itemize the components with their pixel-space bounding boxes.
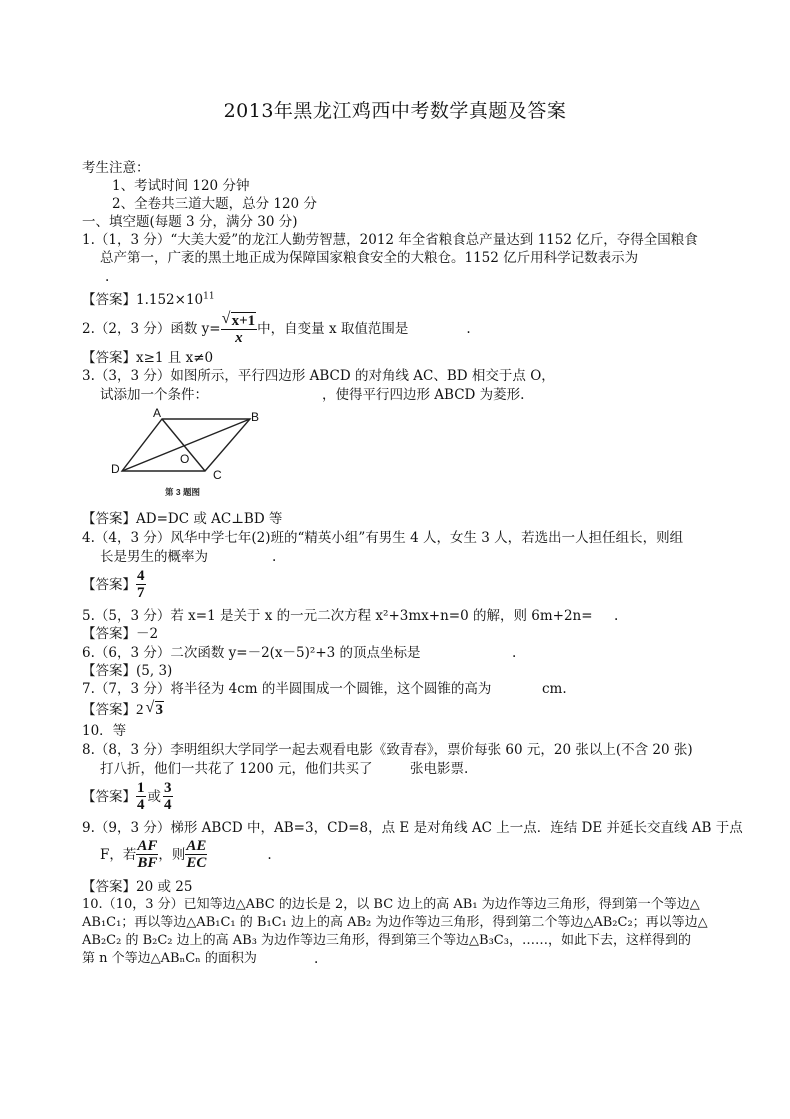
- q9-line2a: F，若: [100, 846, 137, 863]
- q5-end: .: [614, 608, 619, 624]
- q10-line4: 第 n 个等边△ABₙCₙ 的面积为: [82, 951, 257, 966]
- q8-answer1-numerator: 1: [137, 780, 145, 796]
- q7-answer-radicand: 3: [155, 702, 163, 718]
- q3-parallelogram-figure: [105, 405, 275, 500]
- q1-line2: 总产第一，广袤的黑土地正成为保障国家粮食安全的大粮仓。1152 亿斤用科学记数表示为: [100, 250, 639, 266]
- q4-line1: 4.（4，3 分）风华中学七年(2)班的“精英小组”有男生 4 人，女生 3 人，若选出一人担任组长，则组: [82, 530, 684, 546]
- q10-line1: 10.（10，3 分）已知等边△ABC 的边长是 2，以 BC 边上的高 AB₁ 为边作等边三角形，得到第一个等边△: [82, 897, 700, 912]
- q6-answer: [82, 663, 172, 679]
- q10-line3: AB₂C₂ 的 B₂C₂ 边上的高 AB₃ 为边作等边三角形，得到第三个等边△B₃C₃，……，如此下去，这样得到的: [82, 933, 691, 948]
- q9-line1: 9.（9，3 分）梯形 ABCD 中，AB=3，CD=8，点 E 是对角线 AC 上一点．连结 DE 并延长交直线 AB 于点: [82, 820, 743, 836]
- q2-answer-value: x≥1 且 x≠0: [136, 350, 214, 366]
- answer-tag: 【答案】: [82, 511, 136, 527]
- vertex-b-label: B: [251, 410, 260, 424]
- q9-f2-numerator: AE: [186, 838, 207, 854]
- answer-tag: 【答案】: [82, 702, 136, 718]
- q2-sqrt: [221, 309, 257, 329]
- answer-tag: 【答案】: [82, 292, 136, 308]
- q2-denominator: x: [235, 329, 243, 346]
- q4-answer: [82, 568, 146, 601]
- q8-line1: 8.（8，3 分）李明组织大学同学一起去观看电影《致青春》，票价每张 60 元，20 张以上(不含 20 张): [82, 742, 693, 758]
- q8-answer2-numerator: 3: [164, 780, 172, 796]
- q2-fraction: [221, 309, 258, 346]
- q1-answer-value: 1.152×10: [136, 292, 204, 308]
- center-o-label: O: [180, 452, 190, 466]
- vertex-c-label: C: [213, 468, 222, 482]
- q7-answer-coefficient: 2: [136, 702, 144, 718]
- q5-answer-value: －2: [136, 626, 159, 642]
- q2-end: .: [466, 320, 471, 337]
- q8-answer-fraction-2: [163, 780, 173, 813]
- q7-line: 7.（7，3 分）将半径为 4cm 的半圆围成一个圆锥，这个圆锥的高为: [82, 681, 492, 697]
- q9-answer-value: 20 或 25: [136, 879, 193, 895]
- q2-line: [82, 309, 471, 346]
- stray-line: 10．等: [82, 723, 127, 739]
- q6-answer-value: (5, 3): [136, 663, 173, 679]
- q1-answer: [82, 292, 215, 308]
- notice-item-score: 2、全卷共三道大题，总分 120 分: [112, 196, 317, 212]
- q10-end: .: [314, 951, 319, 967]
- q9-f1-numerator: AF: [137, 838, 158, 854]
- answer-tag: 【答案】: [82, 626, 136, 642]
- section-heading: 一、填空题(每题 3 分，满分 30 分): [82, 214, 298, 230]
- notice-heading: 考生注意：: [82, 160, 150, 176]
- q7-answer-sqrt: [145, 699, 165, 718]
- q5-answer: [82, 626, 158, 642]
- q6-line: 6.（6，3 分）二次函数 y=－2(x－5)²+3 的顶点坐标是: [82, 645, 421, 661]
- q4-line2: 长是男生的概率为: [100, 549, 208, 565]
- page-title: 2013年黑龙江鸡西中考数学真题及答案: [223, 100, 567, 122]
- q10-line2: AB₁C₁；再以等边△AB₁C₁ 的 B₁C₁ 边上的高 AB₂ 为边作等边三角形，得到第二个等边△AB₂C₂；再以等边△: [82, 915, 708, 930]
- sqrt-symbol-icon: √: [221, 309, 231, 327]
- q9-f2-denominator: EC: [186, 855, 207, 871]
- q4-answer-numerator: 4: [137, 568, 145, 584]
- q5-line: 5.（5，3 分）若 x=1 是关于 x 的一元二次方程 x²+3mx+n=0 的解，则 6m+2n=: [82, 608, 593, 624]
- q4-end: .: [272, 549, 277, 565]
- q9-f1-denominator: BF: [137, 855, 158, 871]
- q7-answer: [82, 699, 164, 718]
- q9-end: .: [267, 846, 272, 863]
- q8-answer: [82, 780, 173, 813]
- answer-tag: 【答案】: [82, 576, 136, 593]
- q4-answer-denominator: 7: [137, 585, 145, 601]
- figure-caption: 第 3 题图: [165, 487, 200, 497]
- q8-line2a: 打八折，他们一共花了 1200 元，他们共买了: [100, 761, 373, 777]
- q8-answer-fraction-1: [136, 780, 146, 813]
- q3-line1: 3.（3，3 分）如图所示，平行四边形 ABCD 的对角线 AC、BD 相交于点 O，: [82, 368, 555, 384]
- q8-answer1-denominator: 4: [137, 797, 145, 813]
- q8-answer-or: 或: [147, 788, 161, 805]
- notice-item-time: 1、考试时间 120 分钟: [112, 178, 250, 194]
- vertex-d-label: D: [111, 462, 120, 476]
- q9-fraction-af-bf: [136, 838, 158, 871]
- q6-end: .: [512, 645, 517, 661]
- q2-radicand: x+1: [231, 312, 256, 329]
- q8-answer2-denominator: 4: [164, 797, 172, 813]
- q2-prefix: 2.（2，3 分）函数 y=: [82, 320, 221, 337]
- q1-line3: .: [105, 269, 110, 285]
- sqrt-symbol-icon: √: [145, 699, 155, 716]
- q2-answer: [82, 350, 213, 366]
- q3-answer: [82, 511, 282, 527]
- vertex-a-label: A: [153, 406, 162, 420]
- q9-answer: [82, 879, 192, 895]
- answer-tag: 【答案】: [82, 879, 136, 895]
- answer-tag: 【答案】: [82, 663, 136, 679]
- q7-end: cm.: [542, 681, 567, 697]
- q9-line2: [100, 838, 272, 871]
- q9-line2b: ，则: [158, 846, 186, 863]
- q9-fraction-ae-ec: [185, 838, 207, 871]
- q1-answer-exponent: 11: [203, 291, 215, 302]
- answer-tag: 【答案】: [82, 788, 136, 805]
- q8-line2b: 张电影票.: [410, 761, 469, 777]
- q1-line1: 1.（1，3 分）“大美大爱”的龙江人勤劳智慧，2012 年全省粮食总产量达到 1152 亿斤，夺得全国粮食: [82, 232, 698, 248]
- q3-line2b: ，使得平行四边形 ABCD 为菱形.: [322, 387, 525, 403]
- q2-suffix: 中，自变量 x 取值范围是: [257, 320, 409, 337]
- q3-line2a: 试添加一个条件：: [100, 387, 208, 403]
- q3-answer-value: AD=DC 或 AC⊥BD 等: [136, 511, 283, 527]
- answer-tag: 【答案】: [82, 350, 136, 366]
- q4-answer-fraction: [136, 568, 146, 601]
